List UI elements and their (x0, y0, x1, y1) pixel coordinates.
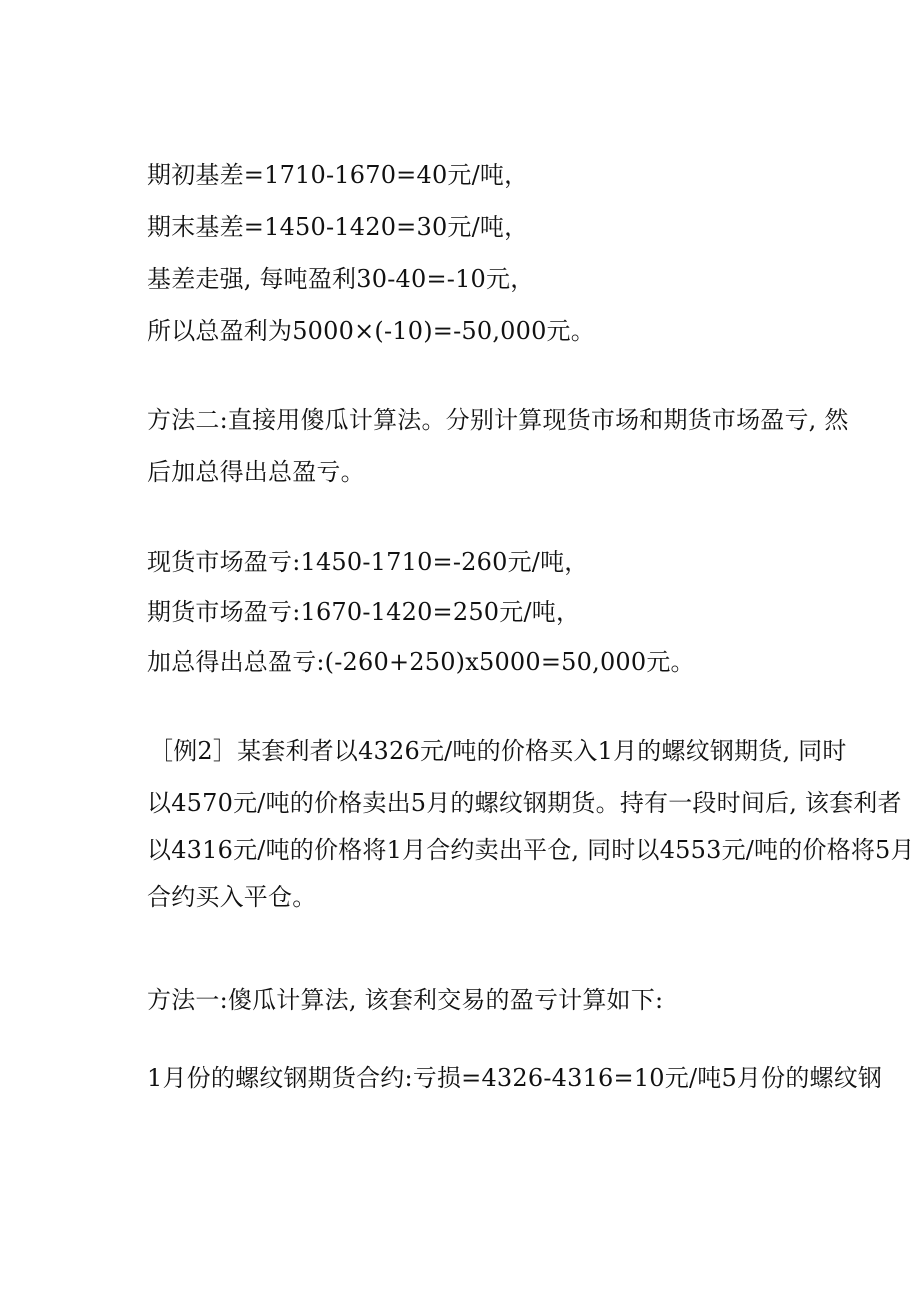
text-line-january-contract: 1月份的螺纹钢期货合约:亏损=4326-4316=10元/吨5月份的螺纹钢 (147, 1064, 883, 1092)
text-line-example-2-cont1: 以4570元/吨的价格卖出5月的螺纹钢期货。持有一段时间后, 该套利者 (147, 789, 902, 817)
text-line-initial-basis: 期初基差=1710-1670=40元/吨， (147, 161, 529, 189)
text-line-sum-total: 加总得出总盈亏:(-260+250)x5000=50,000元。 (147, 648, 695, 676)
text-line-spot-market: 现货市场盈亏:1450-1710=-260元/吨， (147, 548, 589, 576)
text-line-total-profit: 所以总盈利为5000×(-10)=-50,000元。 (147, 317, 595, 345)
text-line-final-basis: 期末基差=1450-1420=30元/吨， (147, 213, 529, 241)
text-line-method-two: 方法二:直接用傻瓜计算法。分别计算现货市场和期货市场盈亏, 然 (147, 406, 849, 434)
text-line-basis-strengthen: 基差走强, 每吨盈利30-40=-10元， (147, 265, 535, 293)
text-line-futures-market: 期货市场盈亏:1670-1420=250元/吨， (147, 598, 581, 626)
text-line-example-2-cont2: 以4316元/吨的价格将1月合约卖出平仓, 同时以4553元/吨的价格将5月 (147, 836, 915, 864)
text-line-method-two-cont: 后加总得出总盈亏。 (147, 458, 365, 486)
text-line-example-2: ［例2］某套利者以4326元/吨的价格买入1月的螺纹钢期货, 同时 (149, 737, 847, 765)
text-line-method-one: 方法一:傻瓜计算法, 该套利交易的盈亏计算如下: (147, 986, 664, 1014)
text-line-example-2-cont3: 合约买入平仓。 (147, 883, 317, 911)
